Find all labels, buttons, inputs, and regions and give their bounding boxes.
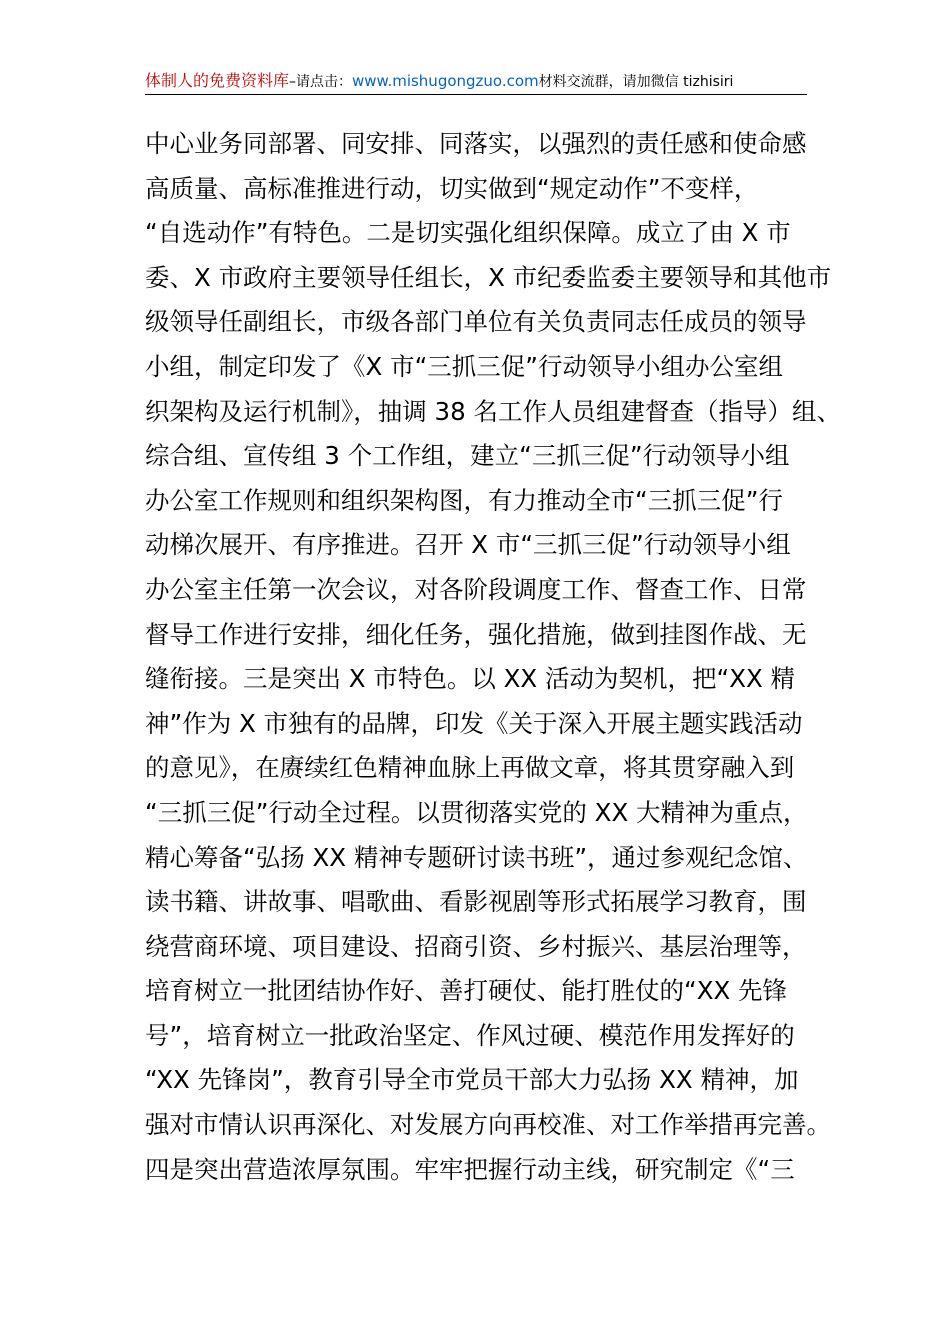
text-line: 绕营商环境、项目建设、招商引资、乡村振兴、基层治理等， [145, 931, 807, 961]
text-line: 小组，制定印发了《X 市“三抓三促”行动领导小组办公室组 [145, 351, 783, 381]
text-line: “XX 先锋岗”，教育引导全市党员干部大力弘扬 XX 精神，加 [145, 1065, 799, 1095]
page-header [145, 70, 807, 95]
header-wechat-note: 材料交流群，请加微信 tizhisiri [538, 74, 734, 90]
text-line: 高质量、高标准推进行动，切实做到“规定动作”不变样， [145, 173, 759, 203]
text-line: 织架构及运行机制》，抽调 38 名工作人员组建督查（指导）组、 [145, 396, 841, 426]
text-line: 动梯次展开、有序推进。召开 X 市“三抓三促”行动领导小组 [145, 530, 791, 560]
body-text [145, 122, 841, 1192]
text-line: 办公室主任第一次会议，对各阶段调度工作、督查工作、日常 [145, 574, 807, 604]
text-line: “三抓三促”行动全过程。以贯彻落实党的 XX 大精神为重点， [145, 797, 808, 827]
text-line: 的意见》，在赓续红色精神血脉上再做文章，将其贯穿融入到 [145, 753, 795, 783]
text-line: 读书籍、讲故事、唱歌曲、看影视剧等形式拓展学习教育，围 [145, 887, 807, 917]
text-line: 四是突出营造浓厚氛围。牢牢把握行动主线，研究制定《“三 [145, 1154, 795, 1184]
text-line: 精心筹备“弘扬 XX 精神专题研讨读书班”，通过参观纪念馆、 [145, 842, 808, 872]
text-line: 办公室工作规则和组织架构图，有力推动全市“三抓三促”行 [145, 485, 783, 515]
header-website-link[interactable]: www.mishugongzuo.com [352, 72, 539, 90]
text-line: 强对市情认识再深化、对发展方向再校准、对工作举措再完善。 [145, 1110, 831, 1140]
text-line: 培育树立一批团结协作好、善打硬仗、能打胜仗的“XX 先锋 [145, 976, 788, 1006]
text-line: 级领导任副组长，市级各部门单位有关负责同志任成员的领导 [145, 307, 807, 337]
text-line: 号”，培育树立一批政治坚定、作风过硬、模范作用发挥好的 [145, 1020, 795, 1050]
header-brand: 体制人的免费资料库 [145, 71, 290, 90]
text-line: 委、X 市政府主要领导任组长，X 市纪委监委主要领导和其他市 [145, 262, 832, 292]
text-line: 中心业务同部署、同安排、同落实，以强烈的责任感和使命感 [145, 129, 807, 158]
text-line: 缝衔接。三是突出 X 市特色。以 XX 活动为契机，把“XX 精 [145, 664, 796, 694]
text-line: 督导工作进行安排，细化任务，强化措施，做到挂图作战、无 [145, 619, 807, 649]
header-click-prompt: –请点击： [289, 74, 353, 90]
text-line: “自选动作”有特色。二是切实强化组织保障。成立了由 X 市 [145, 218, 791, 248]
text-line: 神”作为 X 市独有的品牌，印发《关于深入开展主题实践活动 [145, 708, 803, 738]
text-line: 综合组、宣传组 3 个工作组，建立“三抓三促”行动领导小组 [145, 441, 790, 471]
